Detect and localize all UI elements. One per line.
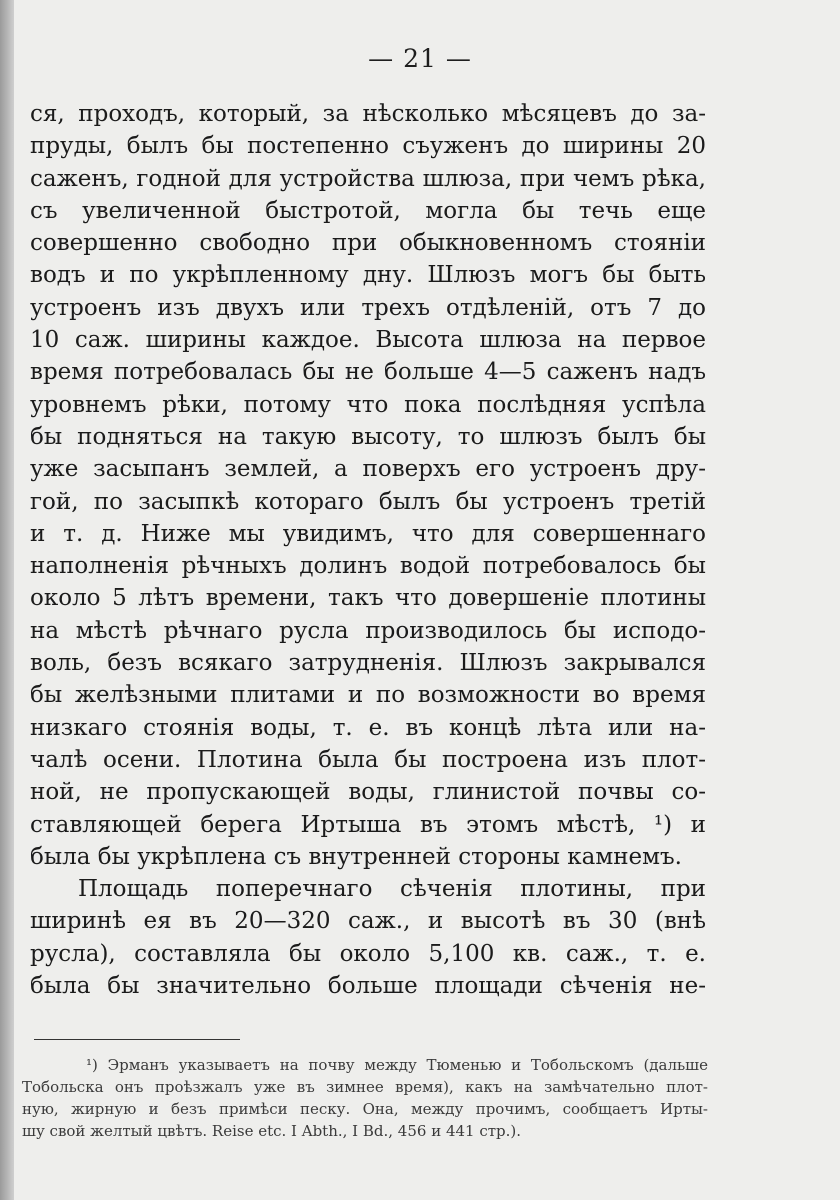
text-line: ставляющей берега Иртыша въ этомъ мѣстѣ, ¹) и [30,811,706,838]
text-line: пруды, былъ бы постепенно съуженъ до ширины 20 [30,133,706,160]
text-line: на мѣстѣ рѣчнаго русла производилось бы исподо- [30,617,706,644]
text-line: была бы значительно больше площади сѣченія не- [30,973,706,1000]
text-line: русла), составляла бы около 5,100 кв. саж., т. е. [30,940,706,967]
text-line: съ увеличенной быстротой, могла бы течь еще [30,197,706,224]
footnote-line: шу свой желтый цвѣтъ. Reise etc. I Abth., I Bd., 456 и 441 стр.). [22,1122,522,1140]
footnote-line: ную, жирную и безъ примѣси песку. Она, между прочимъ, сообщаетъ Ирты- [22,1100,708,1118]
text-line: ной, не пропускающей воды, глинистой почвы со- [30,779,706,806]
footnote [22,1054,708,1142]
text-line: 10 саж. ширины каждое. Высота шлюза на первое [30,327,706,354]
text-line: водъ и по укрѣпленному дну. Шлюзъ могъ бы быть [30,262,706,289]
text-line: уже засыпанъ землей, а поверхъ его устроенъ дру- [30,456,706,483]
footnote-line: Тобольска онъ проѣзжалъ уже въ зимнее время), какъ на замѣчательно плот- [22,1078,708,1096]
main-text [30,98,706,1002]
text-line: саженъ, годной для устройства шлюза, при чемъ рѣка, [30,165,706,192]
text-line: чалѣ осени. Плотина была бы построена изъ плот- [30,746,706,773]
text-line: наполненія рѣчныхъ долинъ водой потребовалось бы [30,553,706,580]
text-line: время потребовалась бы не больше 4—5 саженъ надъ [30,359,706,386]
footnote-separator [34,1039,240,1040]
text-line: низкаго стоянія воды, т. е. въ концѣ лѣта или на- [30,714,706,741]
text-line: ся, проходъ, который, за нѣсколько мѣсяцевъ до за- [30,101,706,127]
text-line: около 5 лѣтъ времени, такъ что довершеніе плотины [30,585,706,612]
footnote-line: ¹) Эрманъ указываетъ на почву между Тюменью и Тобольскомъ (дальше [86,1056,708,1074]
text-line: ширинѣ ея въ 20—320 саж., и высотѣ въ 30 (внѣ [30,908,706,935]
text-line: уровнемъ рѣки, потому что пока послѣдняя успѣла [30,391,706,418]
book-spine-shadow [0,0,14,1200]
text-line: была бы укрѣплена съ внутренней стороны камнемъ. [30,843,682,870]
text-line: бы желѣзными плитами и по возможности во время [30,682,706,709]
text-line: бы подняться на такую высоту, то шлюзъ былъ бы [30,423,706,450]
text-line: гой, по засыпкѣ котораго былъ бы устроенъ третій [30,488,706,515]
text-line: воль, безъ всякаго затрудненія. Шлюзъ закрывался [30,650,706,677]
text-line: совершенно свободно при обыкновенномъ стояніи [30,230,706,257]
text-line: Площадь поперечнаго сѣченія плотины, при [78,876,706,903]
page-number: — 21 — [368,44,472,73]
text-line: и т. д. Ниже мы увидимъ, что для совершеннаго [30,520,706,547]
text-line: устроенъ изъ двухъ или трехъ отдѣленій, отъ 7 до [30,294,706,321]
